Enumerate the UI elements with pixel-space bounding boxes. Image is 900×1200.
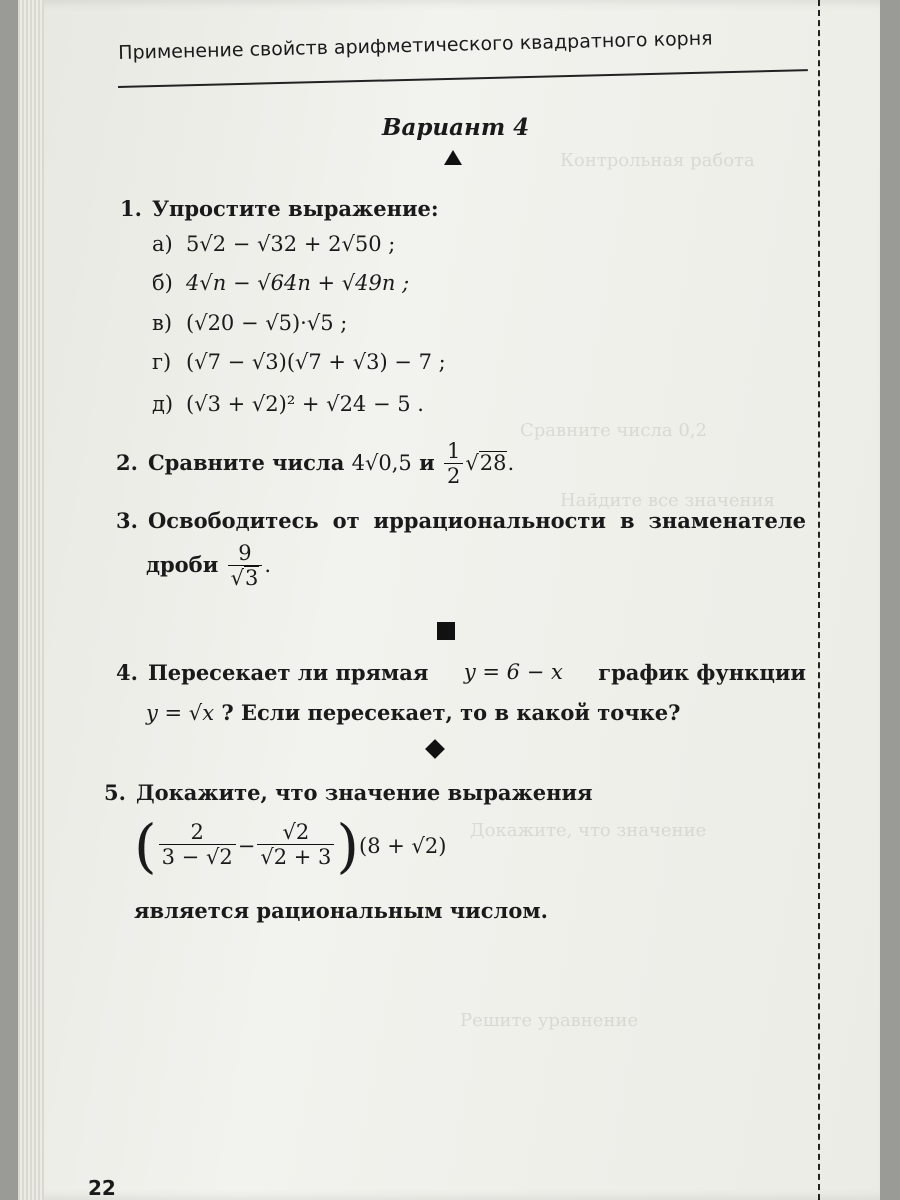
problem-3-line-2 <box>146 542 271 591</box>
bleed-through-text: Контрольная работа <box>560 150 755 171</box>
cut-line <box>818 0 820 1200</box>
radicand: 3 <box>244 566 259 591</box>
function-equation: y = √x <box>146 701 215 725</box>
problem-number: 3. <box>116 508 138 533</box>
left-paren: ( <box>134 812 157 880</box>
item-expression: 4√n − √64n + √49n ; <box>186 271 410 295</box>
denominator: 2 <box>446 464 461 489</box>
page-edges <box>18 0 44 1200</box>
problem-1-item-g <box>152 350 446 374</box>
triangle-icon <box>444 150 462 165</box>
variant-title: Вариант 4 <box>382 114 530 141</box>
problem-number: 4. <box>116 660 138 685</box>
item-label: а) <box>152 232 173 256</box>
problem-number: 2. <box>116 450 138 476</box>
denominator: √2 + 3 <box>260 845 332 870</box>
problem-text: дроби <box>146 552 219 578</box>
radicand: 28 <box>479 451 507 476</box>
problem-number: 5. <box>104 780 126 805</box>
item-label: д) <box>152 392 174 416</box>
bleed-through-text: Сравните числа 0,2 <box>520 420 707 441</box>
square-icon <box>437 622 455 640</box>
item-label: г) <box>152 350 172 374</box>
page-header: Применение свойств арифметического квадратного корня <box>118 27 713 64</box>
numerator: 1 <box>444 440 463 464</box>
bleed-through-text: Решите уравнение <box>460 1010 639 1031</box>
sqrt-symbol: √ <box>465 451 479 476</box>
page-number: 22 <box>88 1176 116 1200</box>
numerator: 2 <box>159 821 236 845</box>
problem-1-item-b <box>152 271 409 295</box>
denominator: 3 − √2 <box>161 845 233 870</box>
problem-1-item-d <box>152 392 424 416</box>
expression-a: 4√0,5 <box>351 451 412 476</box>
problem-5 <box>104 780 593 805</box>
problem-text: ? Если пересекает, то в какой точке? <box>221 700 681 725</box>
item-expression: (√3 + √2)² + √24 − 5 . <box>186 392 424 416</box>
fraction-2 <box>257 821 334 870</box>
book-page <box>18 0 880 1200</box>
numerator: 9 <box>228 542 263 566</box>
period: . <box>264 553 272 578</box>
problem-4 <box>116 660 806 685</box>
item-label: в) <box>152 311 173 335</box>
period: . <box>507 451 515 476</box>
fraction <box>444 440 463 489</box>
fraction-1 <box>159 821 236 870</box>
problem-1 <box>120 196 439 221</box>
item-expression: (√7 − √3)(√7 + √3) − 7 ; <box>186 350 446 374</box>
factor: (8 + √2) <box>359 834 447 858</box>
bleed-through-text: Докажите, что значение <box>470 820 707 841</box>
problem-text: Докажите, что значение выражения <box>135 780 593 805</box>
problem-text: Освободитесь от иррациональности в знаменателе <box>147 508 806 533</box>
fraction <box>228 542 263 591</box>
minus-sign: − <box>237 834 256 858</box>
problem-text: Пересекает ли прямая <box>147 660 429 685</box>
problem-1-item-v <box>152 311 347 335</box>
problem-5-expression <box>134 812 446 880</box>
numerator: √2 <box>257 821 334 845</box>
problem-5-conclusion: является рациональным числом. <box>134 898 548 923</box>
problem-text: Сравните числа <box>147 450 345 476</box>
denominator: √3 <box>230 566 259 591</box>
conjunction: и <box>419 450 435 476</box>
problem-text: Упростите выражение: <box>151 196 439 221</box>
problem-1-item-a <box>152 232 395 256</box>
item-label: б) <box>152 271 173 295</box>
bleed-through-text: Найдите все значения <box>560 490 775 511</box>
problem-3 <box>116 508 806 533</box>
item-expression: 5√2 − √32 + 2√50 ; <box>186 232 396 256</box>
right-paren: ) <box>336 812 360 880</box>
problem-text: график функции <box>598 660 806 685</box>
item-expression: (√20 − √5)·√5 ; <box>186 311 348 335</box>
problem-4-line-2 <box>146 700 680 725</box>
line-equation: y = 6 − x <box>463 660 563 684</box>
problem-number: 1. <box>120 196 142 221</box>
problem-2 <box>116 440 514 489</box>
